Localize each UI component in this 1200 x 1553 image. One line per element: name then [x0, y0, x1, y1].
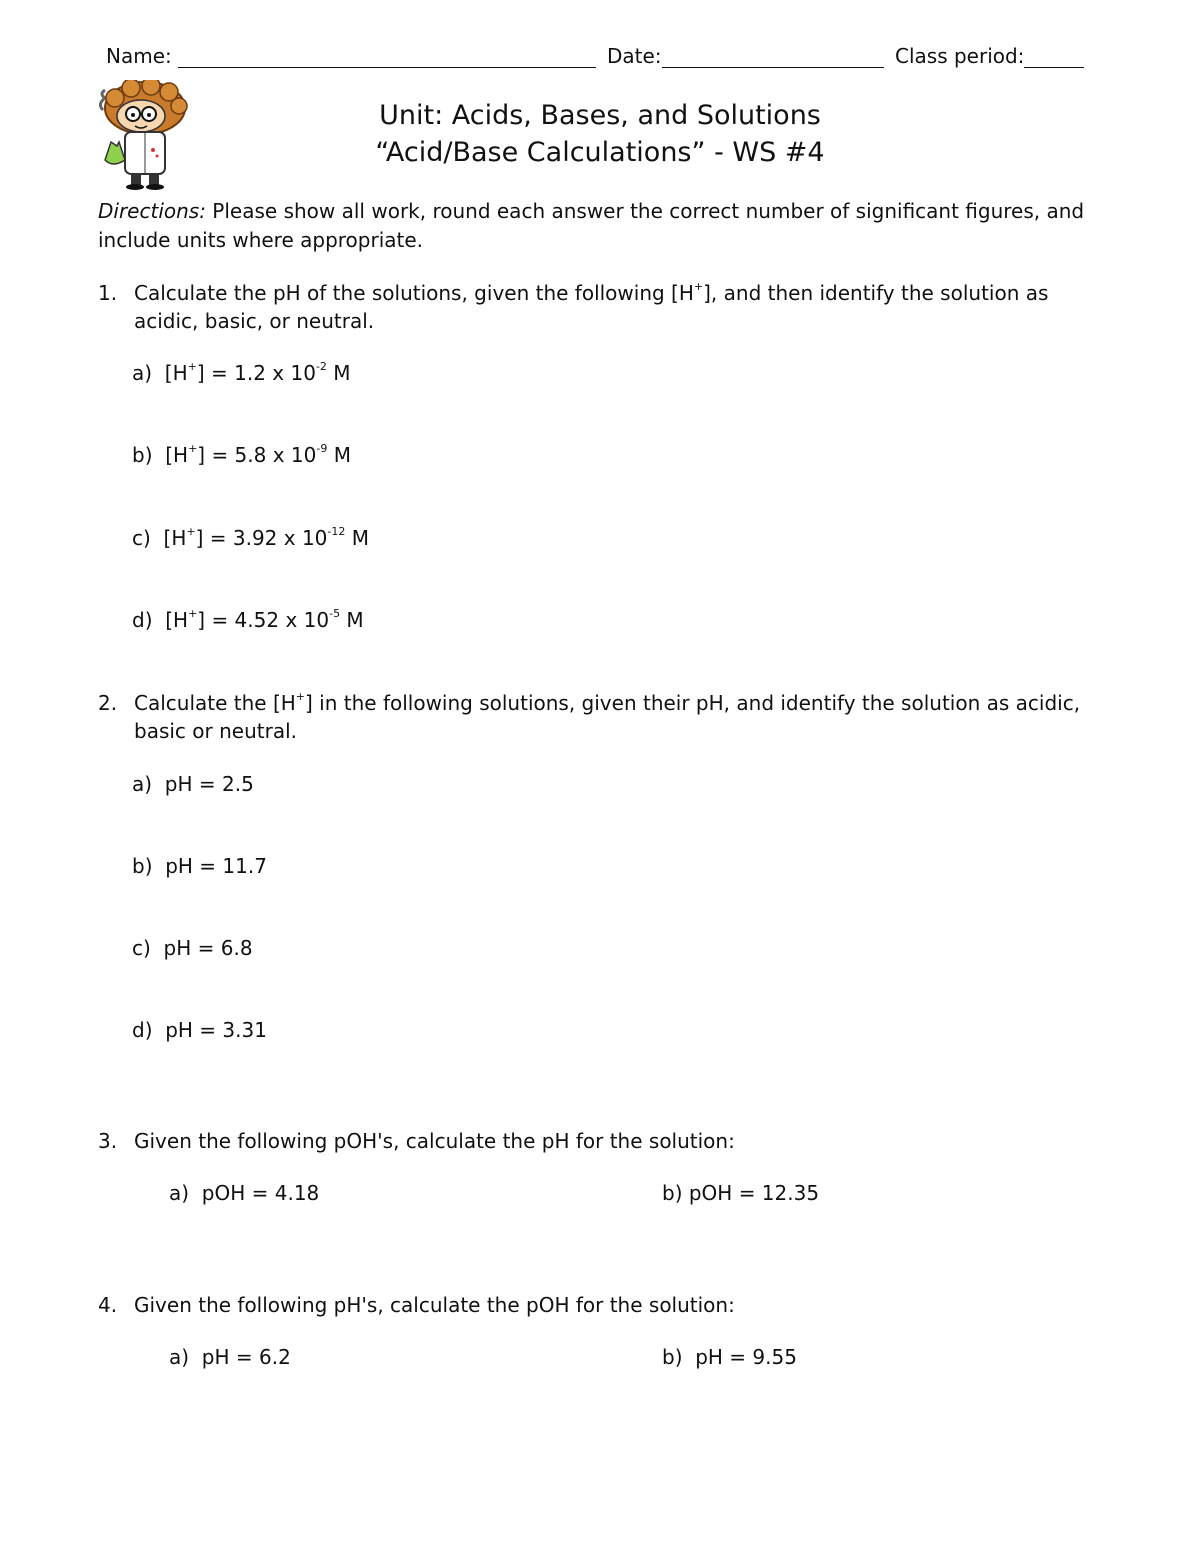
question-1-sup: + [693, 280, 704, 294]
item-label: a) [169, 1345, 190, 1369]
item-sup: + [188, 442, 198, 456]
class-period-blank[interactable] [1024, 49, 1084, 68]
question-2-text-b: ] in the following solutions, given their pH, and identify the solution as acidic, basic or neutral. [134, 691, 1081, 743]
question-1-text-b: ], and then identify the solution as acidic, basic, or neutral. [134, 281, 1049, 333]
item-unit: M [326, 361, 351, 385]
q1-item-b [132, 443, 351, 467]
question-3-text: Given the following pOH's, calculate the pH for the solution: [134, 1129, 735, 1153]
question-2-number: 2. [98, 691, 118, 715]
question-2-sup: + [295, 690, 306, 704]
item-label: c) [132, 526, 151, 550]
q2-item-b [132, 854, 267, 878]
question-1-text-a: Calculate the pH of the solutions, given the following [H [134, 281, 694, 305]
item-text: [H [164, 361, 188, 385]
question-3-number: 3. [98, 1129, 118, 1153]
item-text: ] = 4.52 x 10 [197, 608, 330, 632]
item-sup: + [186, 525, 196, 539]
item-text: pH = 3.31 [165, 1018, 267, 1042]
date-label: Date: [607, 44, 662, 68]
name-field [106, 44, 596, 68]
item-unit: M [327, 443, 351, 467]
q4-item-a [169, 1345, 291, 1369]
item-text: [H [165, 608, 189, 632]
item-unit: M [340, 608, 364, 632]
item-text: pH = 11.7 [165, 854, 267, 878]
item-exponent: -9 [316, 442, 328, 456]
q2-item-d [132, 1018, 267, 1042]
title-line-2: “Acid/Base Calculations” - WS #4 [375, 137, 825, 168]
directions [98, 197, 1108, 255]
item-exponent: -5 [329, 607, 341, 621]
directions-label: Directions: [98, 199, 206, 223]
item-label: a) [169, 1181, 190, 1205]
item-sup: + [188, 607, 198, 621]
item-text: [H [163, 526, 187, 550]
question-1 [98, 279, 1098, 335]
name-label: Name: [106, 44, 172, 68]
question-2-text-a: Calculate the [H [134, 691, 296, 715]
name-blank[interactable] [178, 49, 596, 68]
item-unit: M [345, 526, 369, 550]
item-text: pH = 6.2 [201, 1345, 291, 1369]
question-4-number: 4. [98, 1293, 118, 1317]
question-3 [98, 1127, 1098, 1155]
question-2-text [134, 689, 1098, 745]
q2-item-c [132, 936, 253, 960]
item-text: pOH = 12.35 [688, 1181, 820, 1205]
item-text: pOH = 4.18 [201, 1181, 320, 1205]
q1-item-d [132, 608, 364, 632]
item-text: pH = 2.5 [164, 772, 254, 796]
date-field [607, 44, 884, 68]
item-label: a) [132, 772, 153, 796]
date-blank[interactable] [662, 49, 884, 68]
q1-item-a [132, 361, 351, 385]
question-4 [98, 1291, 1098, 1319]
item-sup: + [187, 360, 197, 374]
item-exponent: -2 [315, 360, 327, 374]
title-line-1: Unit: Acids, Bases, and Solutions [379, 100, 821, 131]
item-label: d) [132, 608, 153, 632]
scientist-cartoon-icon [95, 80, 195, 190]
item-label: b) [662, 1181, 683, 1205]
question-4-text: Given the following pH's, calculate the pOH for the solution: [134, 1293, 735, 1317]
item-text: ] = 3.92 x 10 [195, 526, 328, 550]
question-1-number: 1. [98, 281, 118, 305]
item-label: a) [132, 361, 153, 385]
item-label: b) [132, 854, 153, 878]
q4-item-b [662, 1345, 797, 1369]
item-label: c) [132, 936, 151, 960]
q3-item-b [662, 1181, 819, 1205]
directions-text: Please show all work, round each answer the correct number of significant figures, and include units where appropriate. [98, 199, 1085, 252]
class-period-field [895, 44, 1084, 68]
item-text: ] = 1.2 x 10 [196, 361, 316, 385]
item-exponent: -12 [327, 525, 346, 539]
q1-item-c [132, 526, 369, 550]
item-label: b) [662, 1345, 683, 1369]
item-text: pH = 9.55 [695, 1345, 797, 1369]
question-1-text [134, 279, 1098, 335]
item-label: d) [132, 1018, 153, 1042]
question-2 [98, 689, 1098, 745]
q2-item-a [132, 772, 254, 796]
item-text: [H [165, 443, 189, 467]
item-text: ] = 5.8 x 10 [197, 443, 317, 467]
item-label: b) [132, 443, 153, 467]
q3-item-a [169, 1181, 319, 1205]
item-text: pH = 6.8 [163, 936, 253, 960]
class-period-label: Class period: [895, 44, 1025, 68]
